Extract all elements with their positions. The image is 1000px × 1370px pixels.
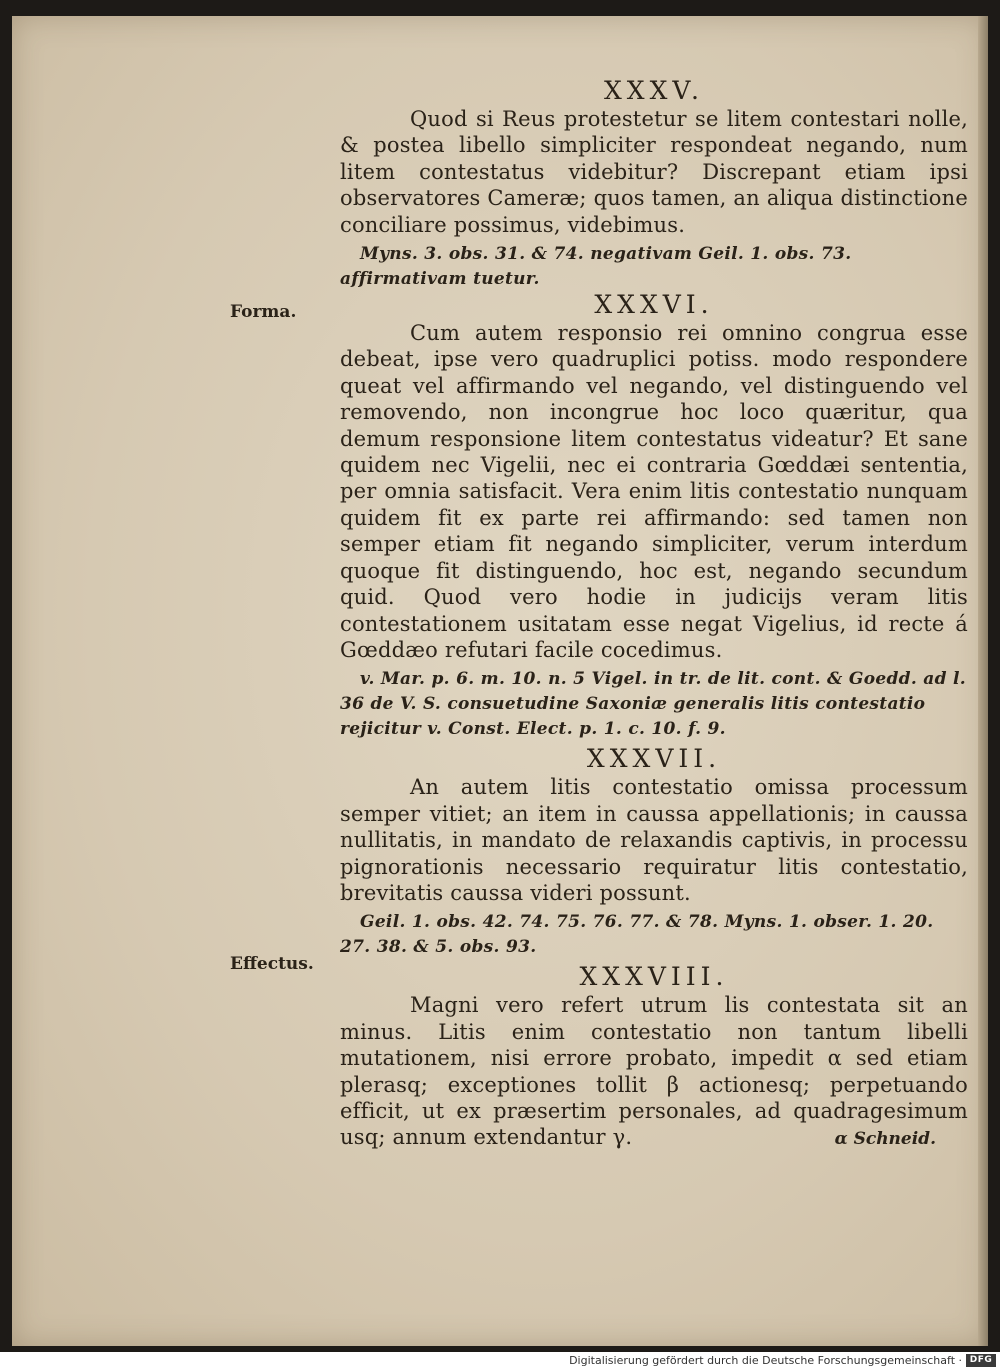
section-number: XXXVII.	[586, 744, 722, 774]
section-paragraph: Quod si Reus protestetur se litem contestari nolle, & postea libello simpliciter respondeat negando, num litem contestatus videbitur? Discrepant etiam ipsi observatores Cameræ; quos tamen, an aliqua distinctione conciliare possimus, videbimus.	[340, 107, 968, 237]
section-citation: Geil. 1. obs. 42. 74. 75. 76. 77. & 78. Myns. 1. obser. 1. 20. 27. 38. & 5. obs. 93.	[340, 912, 934, 958]
section-paragraph: Magni vero refert utrum lis contestata sit an minus. Litis enim contestatio non tantum libelli mutationem, nisi errore probato, impedit α sed etiam plerasq; exceptiones tollit β actionesq; perpetuando efficit, ut ex præsertim personales, ad quadragesimum usq; annum extendantur γ.	[340, 993, 968, 1150]
margin-note-forma: Forma.	[230, 302, 297, 322]
document-page	[12, 16, 988, 1346]
margin-note-effectus: Effectus.	[230, 954, 314, 974]
section-number: XXXVI.	[594, 290, 714, 320]
section-citation: v. Mar. p. 6. m. 10. n. 5 Vigel. in tr. de lit. cont. & Goedd. ad l. 36 de V. S. consuetudine Saxoniæ generalis litis contestatio rejicitur v. Const. Elect. p. 1. c. 10. f. 9.	[340, 669, 967, 740]
section-paragraph: Cum autem responsio rei omnino congrua esse debeat, ipse vero quadruplici potiss. modo respondere queat vel affirmando vel negando, vel distinguendo vel removendo, non incongrue hoc loco quæritur, qua demum responsione litem contestatus videatur? Et sane quidem nec Vigelii, nec ei contraria Gœddæi sententia, per omnia satisfacit. Vera enim litis contestatio nunquam quidem fit ex parte rei affirmando: sed tamen non semper etiam fit negando simpliciter, verum interdum quoque fit distinguendo, hoc est, negando secundum quid. Quod vero hodie in judicijs veram litis contestationem usitatam esse negat Vigelius, id recte á Gœddæo refutari facile cocedimus.	[340, 321, 968, 662]
footer-credit: Digitalisierung gefördert durch die Deutsche Forschungsgemeinschaft ·	[569, 1354, 962, 1367]
dfg-logo-icon: DFG	[966, 1354, 996, 1367]
section-number: XXXVIII.	[579, 962, 729, 992]
text-column	[340, 76, 968, 1151]
section-citation: Myns. 3. obs. 31. & 74. negativam Geil. 1. obs. 73. affirmativam tuetur.	[340, 244, 852, 290]
page-edge	[978, 16, 988, 1346]
digitization-footer	[0, 1352, 1000, 1370]
section-paragraph: An autem litis contestatio omissa processum semper vitiet; an item in caussa appellationis; in caussa nullitatis, in mandato de relaxandis captivis, in processu pignorationis necessario requiratur litis contestatio, brevitatis caussa videri possunt.	[340, 775, 968, 905]
catchword: α Schneid.	[834, 1129, 936, 1149]
section-number: XXXV.	[603, 76, 705, 105]
